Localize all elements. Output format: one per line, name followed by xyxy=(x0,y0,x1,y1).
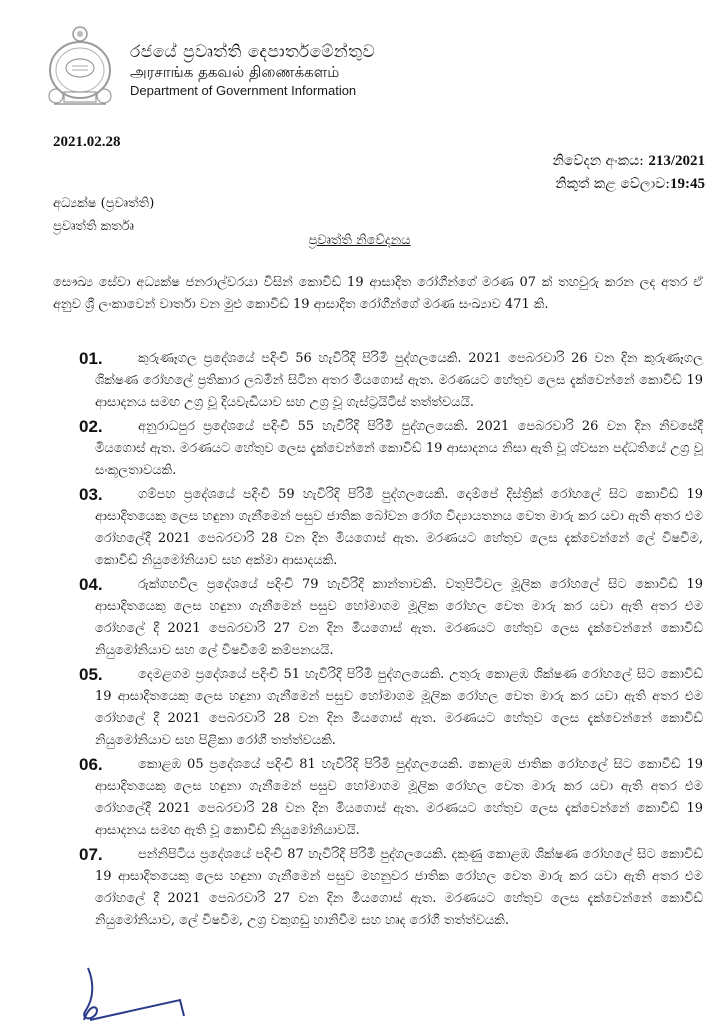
reference-label: නිවේදන අංකය: xyxy=(552,153,644,169)
item-number: 05. xyxy=(79,665,103,684)
item-number: 01. xyxy=(79,349,103,368)
item-number: 06. xyxy=(79,755,103,774)
release-date: 2021.02.28 xyxy=(53,134,121,150)
list-item xyxy=(79,484,703,572)
document-title-text: ප්‍රවෘත්ති නිවේදනය xyxy=(308,233,411,248)
release-time-line xyxy=(553,173,705,196)
list-item xyxy=(79,754,703,842)
item-number: 04. xyxy=(79,575,103,594)
document-title xyxy=(0,233,719,248)
recipient: අධ්‍යක්ෂ (ප්‍රවෘත්ති) xyxy=(53,196,155,211)
reference-number-line xyxy=(553,150,705,173)
recipients-block xyxy=(53,192,154,238)
item-text: පන්නිපිටිය ප්‍රදේශයේ පදිංචි 87 හැවිරිදි පිරිමි පුද්ගලයෙකි. දකුණු කොළඹ ශික්ෂණ රෝහලේ සිට කොවිඩ් 19 ආසාදිතයෙකු ලෙස හඳුනා ගැනීමෙන් පසුව මහනුවර ජාතික රෝහල වෙත මාරු කර යවා ඇති අතර එම රෝහලේ දී 2021 පෙබරවාරි 27 වන දින මියගොස් ඇත. මරණයට හේතුව ලෙස දැක්වෙන්නේ කොවිඩ් නියුමෝනියාව, ලේ විෂවීම, උග්‍ර වකුගඩු හානිවීම සහ හෘද රෝගී තත්ත්වයකි. xyxy=(95,847,703,928)
list-item xyxy=(79,664,703,752)
item-text: කුරුණෑගල ප්‍රදේශයේ පදිංචි 56 හැවිරිදි පිරිමි පුද්ගලයෙකි. 2021 පෙබරවාරි 26 වන දින කුරුණෑගල ශික්ෂණ රෝහලේ ප්‍රතිකාර ලබමින් සිටින අතර මියගොස් ඇත. මරණයට හේතුව ලෙස දැක්වෙන්නේ කොවිඩ් 19 ආසාදනය සමඟ උග්‍ර වූ දියවැඩියාව සහ උග්‍ර වූ ගැස්ට්‍රයිටිස් තත්ත්වයයි. xyxy=(95,351,703,410)
department-name-tamil: அரசாங்க தகவல் திணைக்களம் xyxy=(130,63,340,81)
signature-icon xyxy=(60,962,200,1024)
item-number: 02. xyxy=(79,417,103,436)
item-text: කොළඹ 05 ප්‍රදේශයේ පදිංචි 81 හැවිරිදි පිරිමි පුද්ගලයෙකි. කොළඹ ජාතික රෝහලේ සිට කොවිඩ් 19 ආසාදිතයෙකු ලෙස හඳුනා ගැනීමෙන් පසුව හෝමාගම මූලික රෝහල වෙත මාරු කර යවා ඇති අතර එම රෝහලේදී 2021 පෙබරවාරි 28 වන දින මියගොස් ඇත. මරණයට හේතුව ලෙස දැක්වෙන්නේ කොවිඩ් 19 ආසාදනය සමඟ ඇති වූ කොවිඩ් නියුමෝනියාවයි. xyxy=(95,757,703,838)
list-item xyxy=(79,416,703,482)
release-time-value: 19:45 xyxy=(670,176,705,192)
release-reference-block xyxy=(553,150,705,196)
item-number: 07. xyxy=(79,845,103,864)
item-number: 03. xyxy=(79,485,103,504)
release-time-label: නිකුත් කළ වේලාව: xyxy=(555,176,670,192)
item-text: දෙමළගම ප්‍රදේශයේ පදිංචි 51 හැවිරිදි පිරිමි පුද්ගලයෙකි. උතුරු කොළඹ ශික්ෂණ රෝහලේ සිට කොවිඩ් 19 ආසාදිතයෙකු ලෙස හඳුනා ගැනීමෙන් පසුව හෝමාගම මූලික රෝහල වෙත මාරු කර යවා ඇති අතර එම රෝහලේ දී 2021 පෙබරවාරි 28 වන දින මියගොස් ඇත. මරණයට හේතුව ලෙස දැක්වෙන්නේ කොවිඩ් නියුමෝනියාව සහ පිළිකා රෝගී තත්ත්වයකි. xyxy=(95,667,703,748)
intro-paragraph: සෞඛ්‍ය සේවා අධ්‍යක්ෂ ජනරාල්වරයා විසින් කොවිඩ් 19 ආසාදිත රෝගීන්ගේ මරණ 07 ක් තහවුරු කරන ලද අතර ඒ අනුව ශ්‍රී ලංකාවෙන් වාර්තා වන මුළු කොවිඩ් 19 ආසාදිත රෝගීන්ගේ මරණ සංඛ්‍යාව 471 කි. xyxy=(53,275,703,312)
death-reports-list xyxy=(79,348,703,932)
item-text: රුක්ගහවිල ප්‍රදේශයේ පදිංචි 79 හැවිරිදි කාන්තාවකි. වතුපිටිවල මූලික රෝහලේ සිට කොවිඩ් 19 ආසාදිතයෙකු ලෙස හඳුනා ගැනීමෙන් පසුව හෝමාගම මූලික රෝහල වෙත මාරු කර යවා ඇති අතර එම රෝහලේ දී 2021 පෙබරවාරි 27 වන දින මියගොස් ඇත. මරණයට හේතුව ලෙස දැක්වෙන්නේ කොවිඩ් නියුමෝනියාව සහ ලේ විෂවීමේ කම්පනයයි. xyxy=(95,577,703,658)
item-text: ගම්පහ ප්‍රදේශයේ පදිංචි 59 හැවිරිදි පිරිමි පුද්ගලයෙකි. දොම්පේ දිස්ත්‍රික් රෝහලේ සිට කොවිඩ් 19 ආසාදිතයෙකු ලෙස හඳුනා ගැනීමෙන් පසුව ජාතික බෝවන රෝග විද්‍යායතනය වෙත මාරු කර යවා ඇති අතර එම රෝහලේදී 2021 පෙබරවාරි 28 වන දින මියගොස් ඇත. මරණයට හේතුව ලෙස දැක්වෙන්නේ ලේ විෂවීම, කොවිඩ් නියුමෝනියාව සහ අක්මා ආසාදයකි. xyxy=(95,487,703,568)
letterhead xyxy=(40,22,375,112)
list-item xyxy=(79,348,703,414)
reference-value: 213/2021 xyxy=(648,153,705,169)
department-name-sinhala: රජයේ ප්‍රවෘත්ති දෙපාර්තමේන්තුව xyxy=(130,42,376,62)
list-item xyxy=(79,844,703,932)
item-text: අනුරාධපුර ප්‍රදේශයේ පදිංචි 55 හැවිරිදි පිරිමි පුද්ගලයෙකි. 2021 පෙබරවාරි 26 වන දින නිවසේදී මියගොස් ඇත. මරණයට හේතුව ලෙස දැක්වෙන්නේ කොවිඩ් 19 ආසාදනය නිසා ඇති වූ ශ්වසන පද්ධතියේ උග්‍ර වූ සංකූලතාවයකි. xyxy=(95,419,704,478)
recipient: ප්‍රවෘත්ති කර්තෘ xyxy=(53,219,134,234)
national-emblem-seal-icon xyxy=(40,22,120,112)
department-name-english: Department of Government Information xyxy=(130,83,357,98)
list-item xyxy=(79,574,703,662)
